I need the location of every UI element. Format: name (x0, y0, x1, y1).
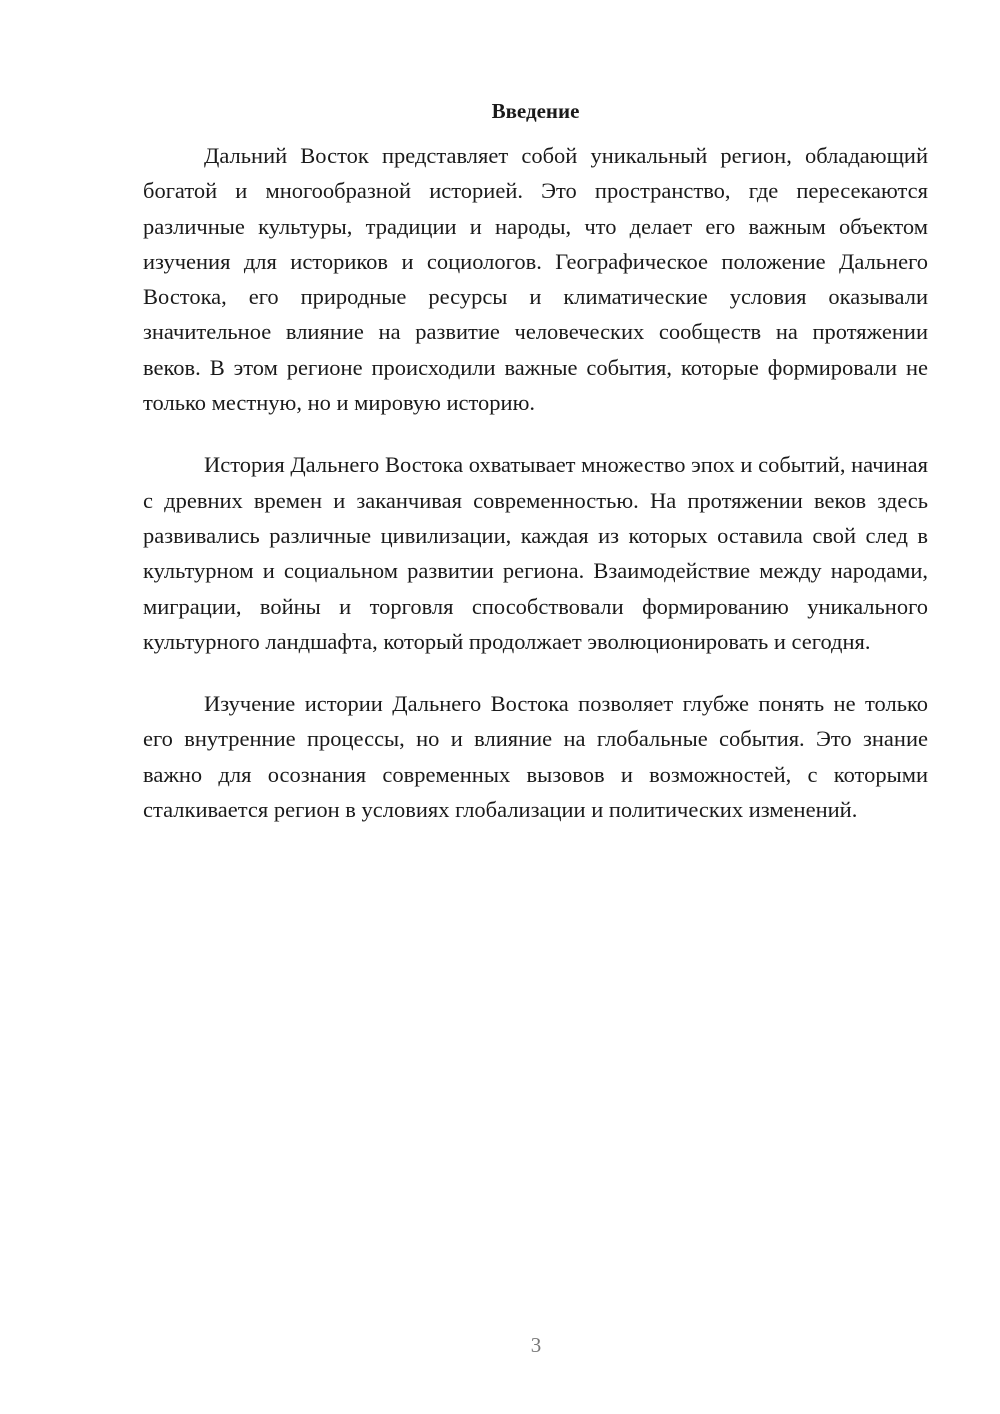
section-heading: Введение (491, 99, 580, 123)
paragraph-1: Дальний Восток представляет собой уникальный регион, обладающий богатой и многообразной историей. Это пространство, где пересекаются различные культуры, традиции и народы, что делает его важным объектом изучения для историков и социологов. Географическое положение Дальнего Востока, его природные ресурсы и климатические условия оказывали значительное влияние на развитие человеческих сообществ на протяжении веков. В этом регионе происходили важные события, которые формировали не только местную, но и мировую историю. (143, 143, 928, 416)
page-body (143, 96, 928, 827)
paragraph-2: История Дальнего Востока охватывает множество эпох и событий, начиная с древних времен и заканчивая современностью. На протяжении веков здесь развивались различные цивилизации, каждая из которых оставила свой след в культурном и социальном развитии региона. Взаимодействие между народами, миграции, войны и торговля способствовали формированию уникального культурного ландшафта, который продолжает эволюционировать и сегодня. (143, 452, 928, 654)
paragraph-3: Изучение истории Дальнего Востока позволяет глубже понять не только его внутренние процессы, но и влияние на глобальные события. Это знание важно для осознания современных вызовов и возможностей, с которыми сталкивается регион в условиях глобализации и политических изменений. (143, 691, 928, 823)
page-number: 3 (530, 1333, 542, 1357)
